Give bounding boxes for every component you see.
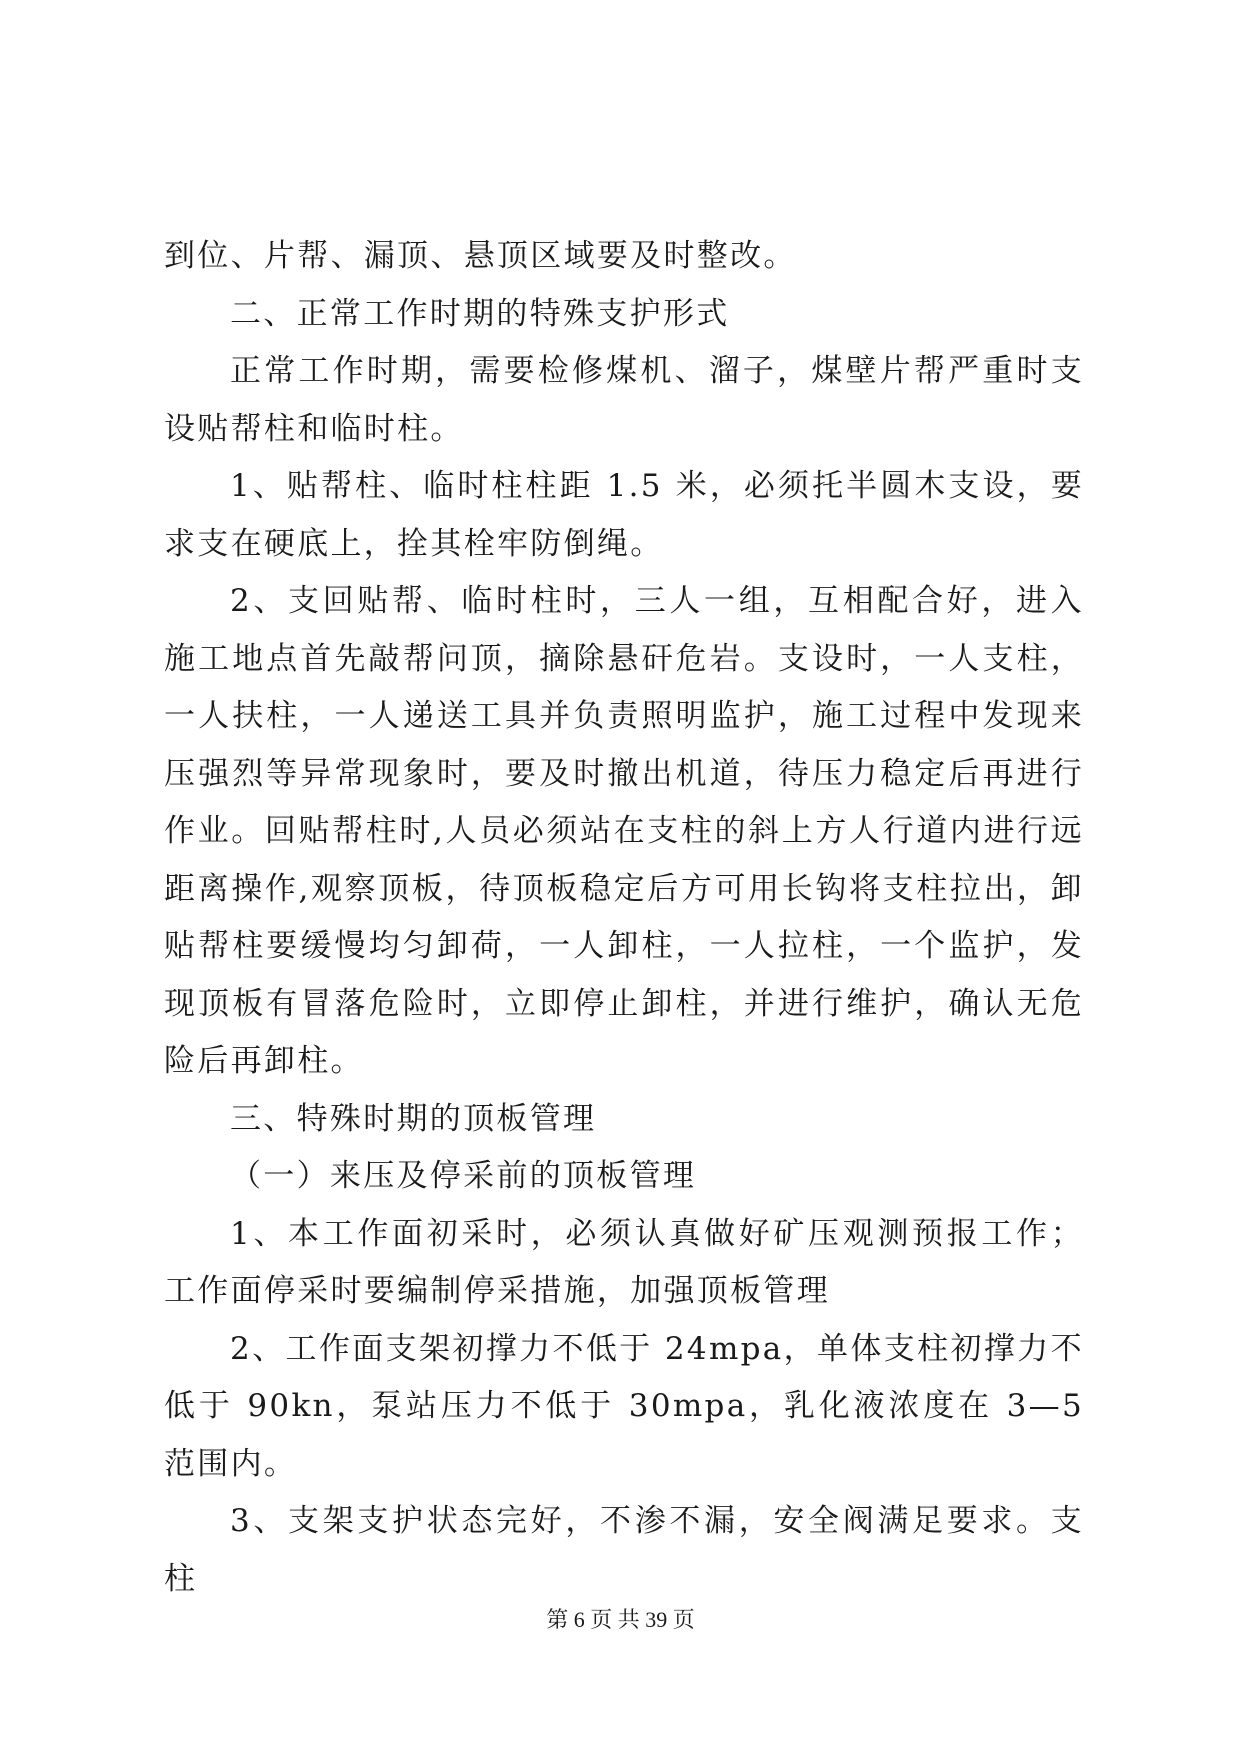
paragraph-continuation: 到位、片帮、漏顶、悬顶区域要及时整改。 [164,238,797,274]
list-item: 2、支回贴帮、临时柱时，三人一组，互相配合好，进入施工地点首先敲帮问顶，摘除悬矸危岩。支设时，一人支柱，一人扶柱，一人递送工具并负责照明监护，施工过程中发现来压强烈等异常现象时，要及时撤出机道，待压力稳定后再进行作业。回贴帮柱时,人员必须站在支柱的斜上方人行道内进行远距离操作,观察顶板，待顶板稳定后方可用长钩将支柱拉出，卸贴帮柱要缓慢均匀卸荷，一人卸柱，一人拉柱，一个监护，发现顶板有冒落危险时，立即停止卸柱，并进行维护，确认无危险后再卸柱。 [164,583,1084,1079]
list-item: 2、工作面支架初撑力不低于 24mpa，单体支柱初撑力不低于 90kn，泵站压力不低于 30mpa，乳化液浓度在 3—5 范围内。 [164,1330,1084,1482]
section-heading-3: 三、特殊时期的顶板管理 [230,1100,597,1137]
paragraph: 正常工作时期，需要检修煤机、溜子，煤壁片帮严重时支设贴帮柱和临时柱。 [164,353,1084,447]
subsection-heading: （一）来压及停采前的顶板管理 [230,1158,697,1194]
page-number-footer: 第 6 页 共 39 页 [546,1607,695,1632]
document-body [164,228,1084,1608]
list-item: 1、贴帮柱、临时柱柱距 1.5 米，必须托半圆木支设，要求支在硬底上，拴其栓牢防倒绳。 [164,468,1084,562]
section-heading-2: 二、正常工作时期的特殊支护形式 [230,295,730,332]
list-item: 3、支架支护状态完好，不渗不漏，安全阀满足要求。支柱 [164,1503,1084,1597]
list-item: 1、本工作面初采时，必须认真做好矿压观测预报工作；工作面停采时要编制停采措施，加强顶板管理 [164,1215,1084,1309]
